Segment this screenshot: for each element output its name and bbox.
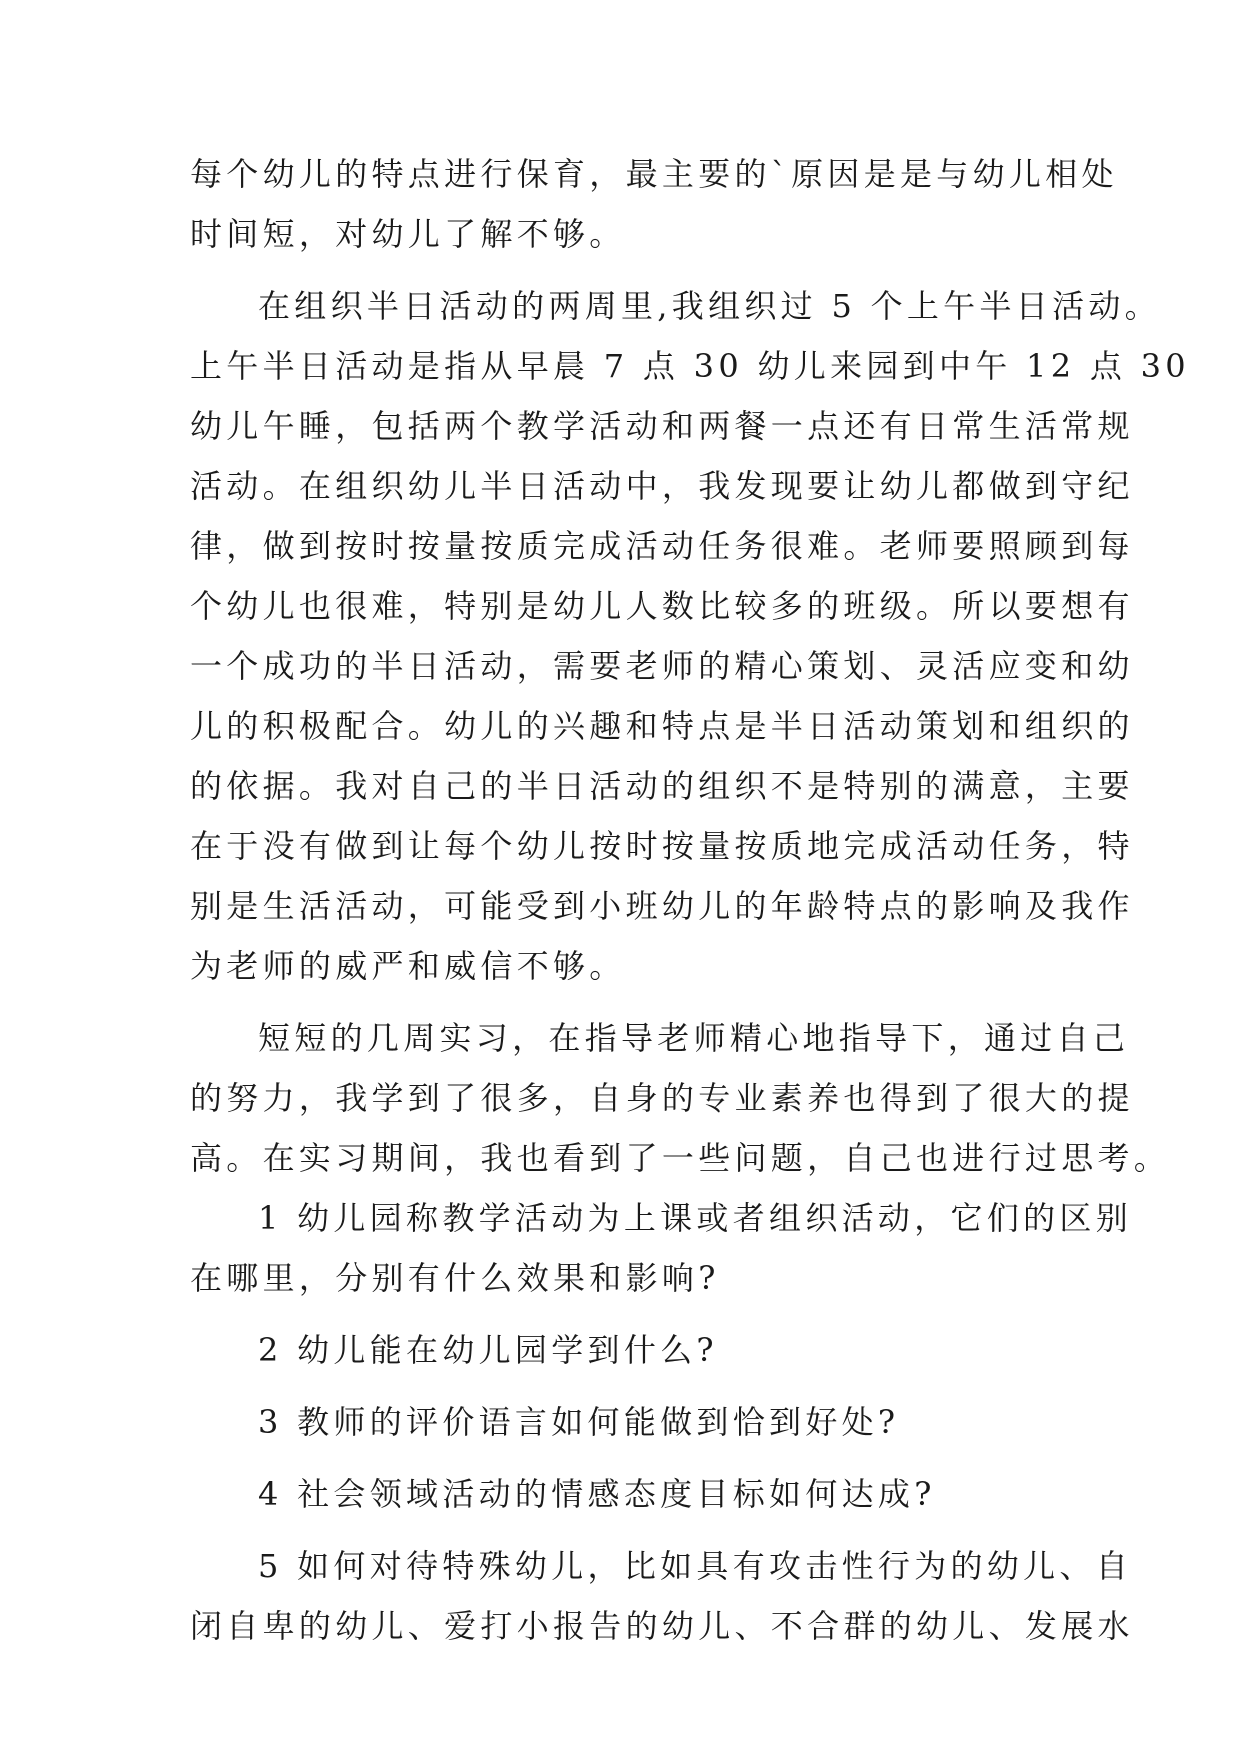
text-line: 个幼儿也很难，特别是幼儿人数比较多的班级。所以要想有 [190,587,1134,625]
text-line [190,996,1050,1008]
text-line: 的努力，我学到了很多，自身的专业素养也得到了很大的提 [190,1079,1134,1117]
text-line: 儿的积极配合。幼儿的兴趣和特点是半日活动策划和组织的 [190,707,1134,745]
list-item-3: 3 教师的评价语言如何能做到恰到好处? [258,1403,900,1441]
text-line: 律，做到按时按量按质完成活动任务很难。老师要照顾到每 [190,527,1134,565]
list-item-4: 4 社会领域活动的情感态度目标如何达成? [258,1475,936,1513]
list-item-5: 5 如何对待特殊幼儿，比如具有攻击性行为的幼儿、自 [258,1547,1133,1585]
text-line: 幼儿午睡，包括两个教学活动和两餐一点还有日常生活常规 [190,407,1134,445]
paragraph-start-line: 在组织半日活动的两周里,我组织过 5 个上午半日活动。 [258,287,1161,325]
list-item-1-continuation: 在哪里，分别有什么效果和影响? [190,1259,720,1297]
text-line: 上午半日活动是指从早晨 7 点 30 幼儿来园到中午 12 点 30 [190,347,1190,385]
paragraph-start-line: 短短的几周实习，在指导老师精心地指导下，通过自己 [258,1019,1130,1057]
text-line [190,264,1050,276]
list-item-5-continuation: 闭自卑的幼儿、爱打小报告的幼儿、不合群的幼儿、发展水 [190,1607,1134,1645]
text-line [190,1524,1050,1536]
text-line: 为老师的威严和威信不够。 [190,947,626,985]
text-line: 活动。在组织幼儿半日活动中，我发现要让幼儿都做到守纪 [190,467,1134,505]
text-line [190,1452,1050,1464]
text-line: 时间短，对幼儿了解不够。 [190,215,626,253]
text-line: 一个成功的半日活动，需要老师的精心策划、灵活应变和幼 [190,647,1134,685]
text-line: 每个幼儿的特点进行保育，最主要的`原因是是与幼儿相处 [190,155,1118,193]
text-line: 别是生活活动，可能受到小班幼儿的年龄特点的影响及我作 [190,887,1134,925]
list-item-2: 2 幼儿能在幼儿园学到什么? [258,1331,718,1369]
text-line [190,1308,1050,1320]
list-item-1: 1 幼儿园称教学活动为上课或者组织活动，它们的区别 [258,1199,1133,1237]
text-line: 的依据。我对自己的半日活动的组织不是特别的满意，主要 [190,767,1134,805]
text-line [190,1380,1050,1392]
text-line: 高。在实习期间，我也看到了一些问题，自己也进行过思考。 [190,1139,1171,1177]
text-line: 在于没有做到让每个幼儿按时按量按质地完成活动任务，特 [190,827,1134,865]
body-text-block [190,144,1190,1656]
